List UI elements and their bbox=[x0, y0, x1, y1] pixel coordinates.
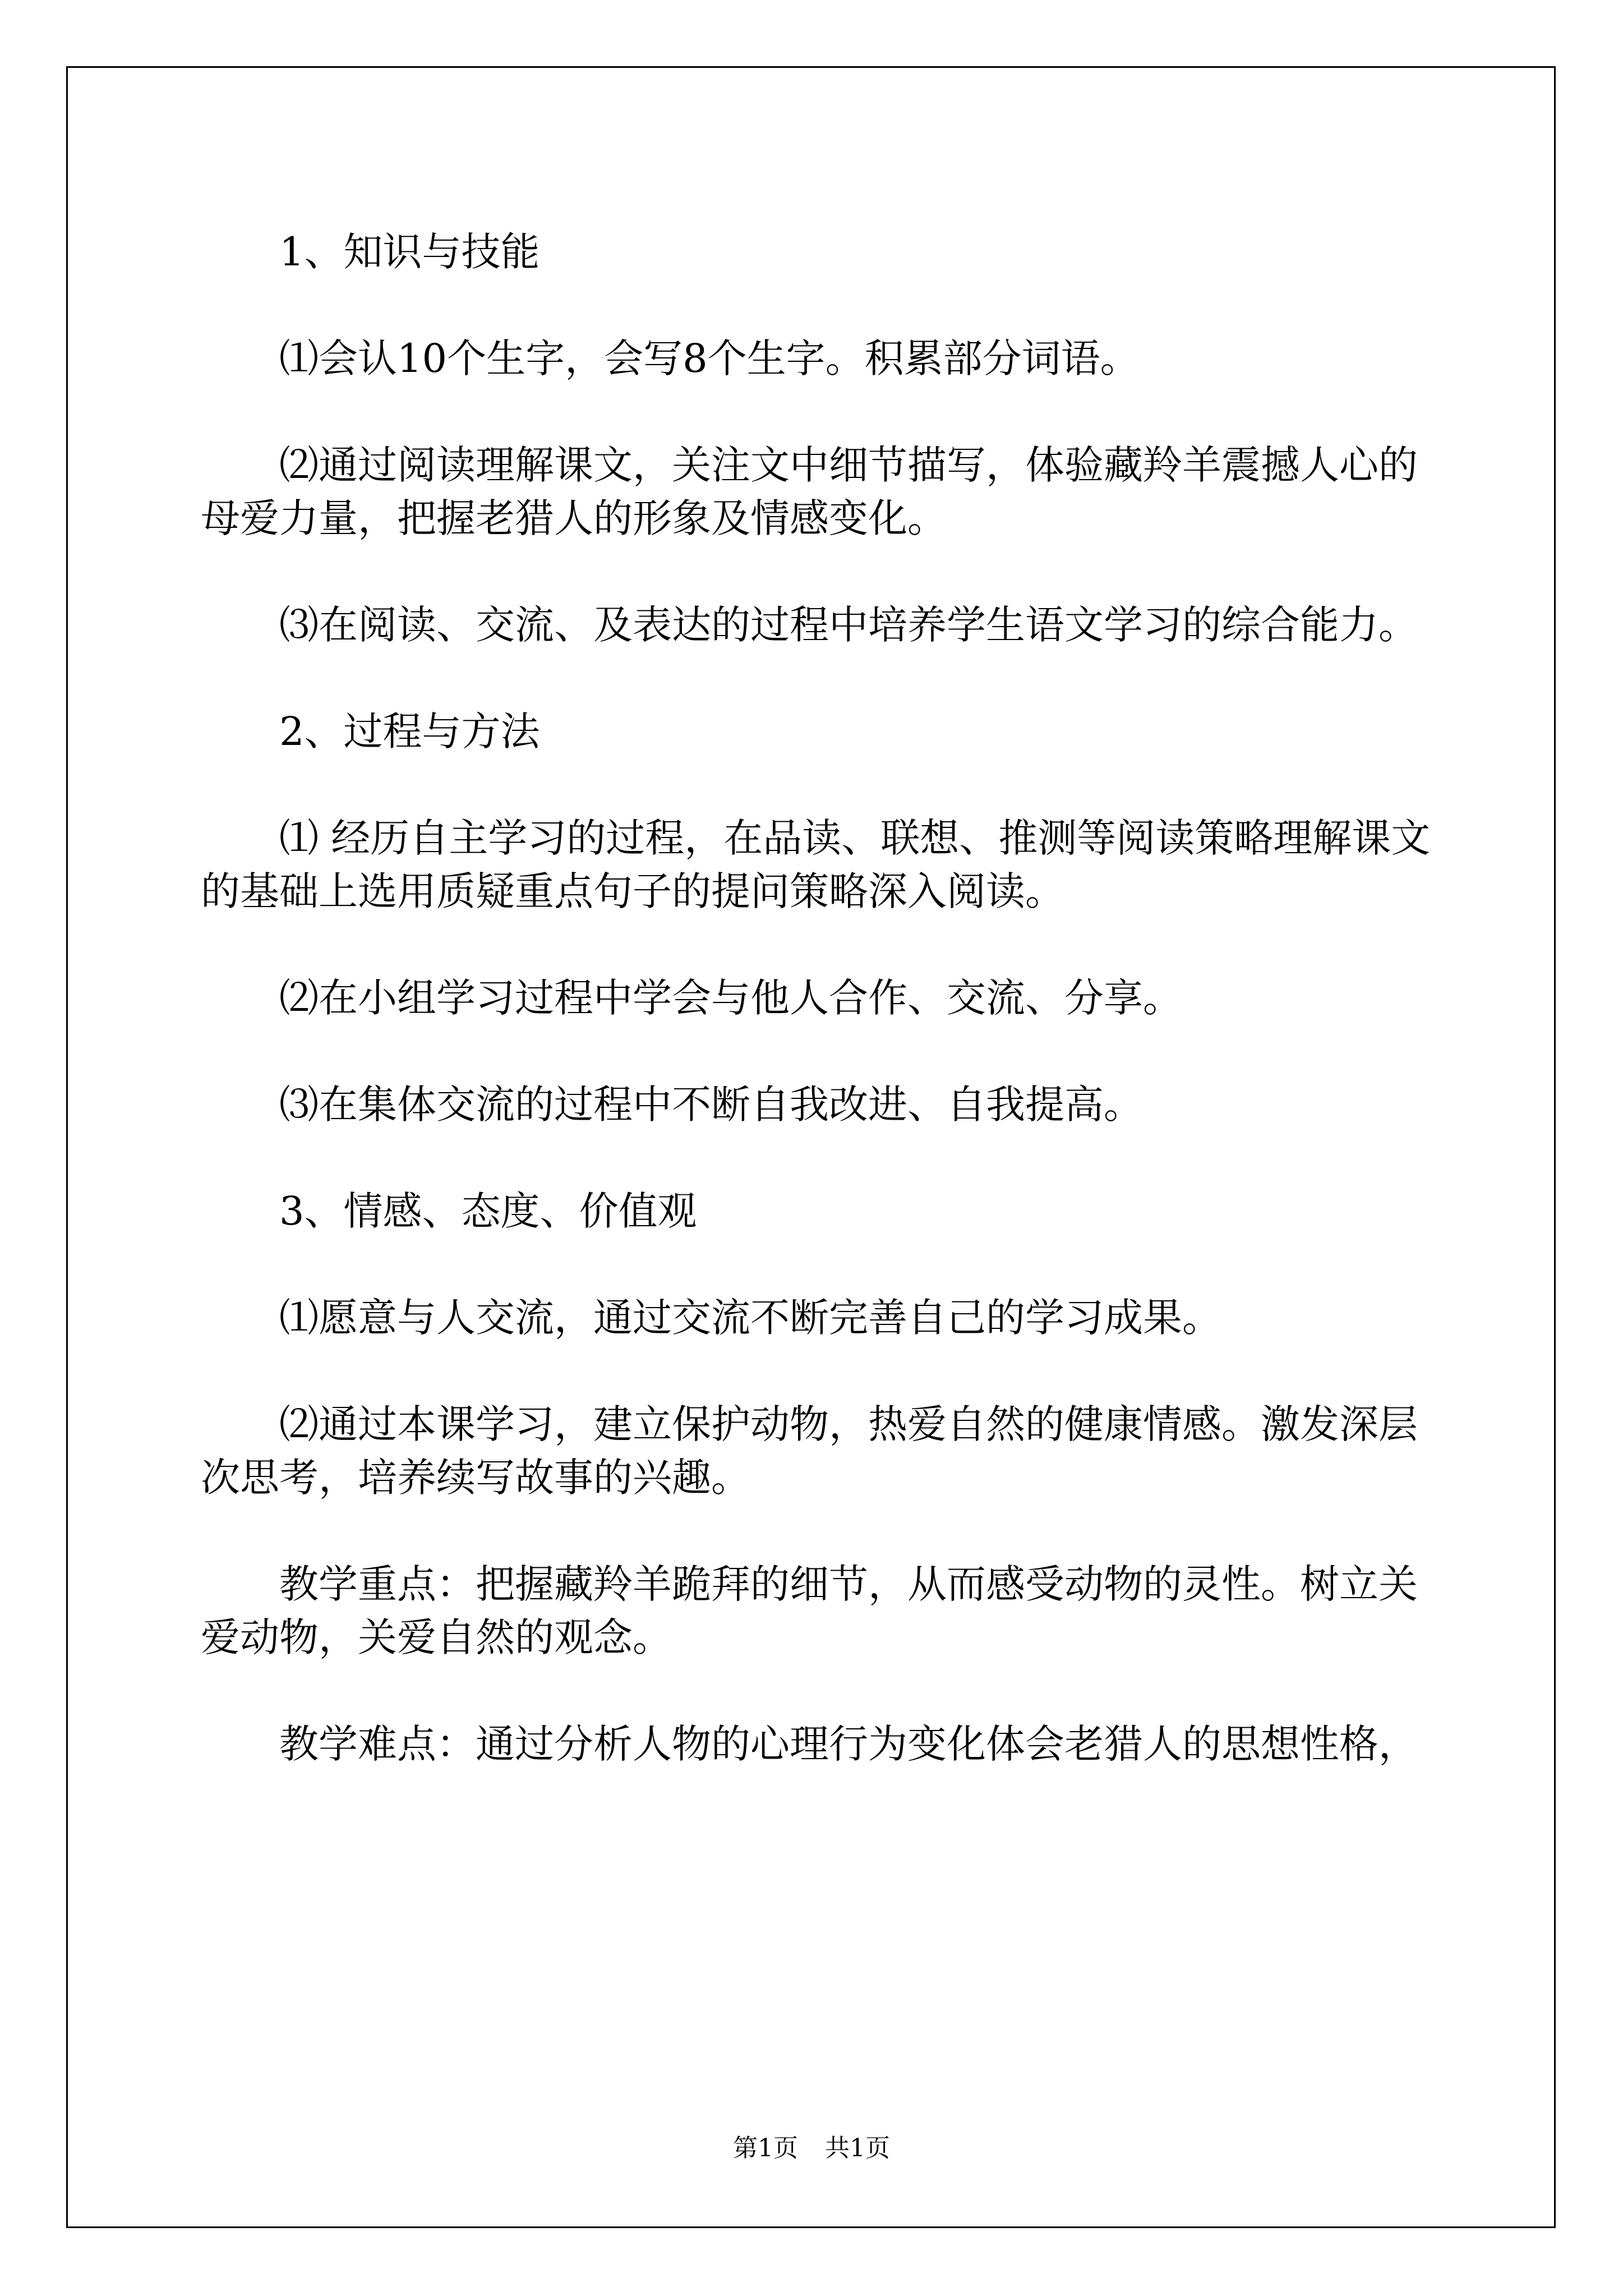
paragraph: ⑵通过本课学习，建立保护动物，热爱自然的健康情感。激发深层次思考，培养续写故事的兴趣。 bbox=[201, 1401, 1418, 1501]
page-footer bbox=[0, 2132, 1623, 2165]
paragraph: ⑶在集体交流的过程中不断自我改进、自我提高。 bbox=[279, 1082, 1143, 1128]
paragraph: ⑵在小组学习过程中学会与他人合作、交流、分享。 bbox=[279, 975, 1182, 1021]
paragraph: ⑵通过阅读理解课文，关注文中细节描写，体验藏羚羊震撼人心的母爱力量，把握老猎人的形象及情感变化。 bbox=[201, 442, 1418, 541]
heading-process-methods: 2、过程与方法 bbox=[279, 708, 540, 754]
paragraph: ⑴愿意与人交流，通过交流不断完善自己的学习成果。 bbox=[279, 1295, 1221, 1341]
paragraph: ⑴会认10个生字，会写8个生字。积累部分词语。 bbox=[279, 335, 1140, 381]
teaching-difficulties: 教学难点：通过分析人物的心理行为变化体会老猎人的思想性格， bbox=[279, 1721, 1418, 1767]
document-body bbox=[201, 226, 1435, 1824]
teaching-key-points: 教学重点：把握藏羚羊跪拜的细节，从而感受动物的灵性。树立关爱动物，关爱自然的观念。 bbox=[201, 1561, 1418, 1660]
heading-knowledge-skills: 1、知识与技能 bbox=[279, 229, 540, 275]
heading-emotion-values: 3、情感、态度、价值观 bbox=[279, 1188, 697, 1234]
paragraph: ⑴ 经历自主学习的过程，在品读、联想、推测等阅读策略理解课文的基础上选用质疑重点句子的提问策略深入阅读。 bbox=[201, 815, 1431, 914]
page-number: 第1页 bbox=[733, 2134, 798, 2162]
page-count: 共1页 bbox=[825, 2134, 890, 2162]
paragraph: ⑶在阅读、交流、及表达的过程中培养学生语文学习的综合能力。 bbox=[279, 602, 1418, 648]
